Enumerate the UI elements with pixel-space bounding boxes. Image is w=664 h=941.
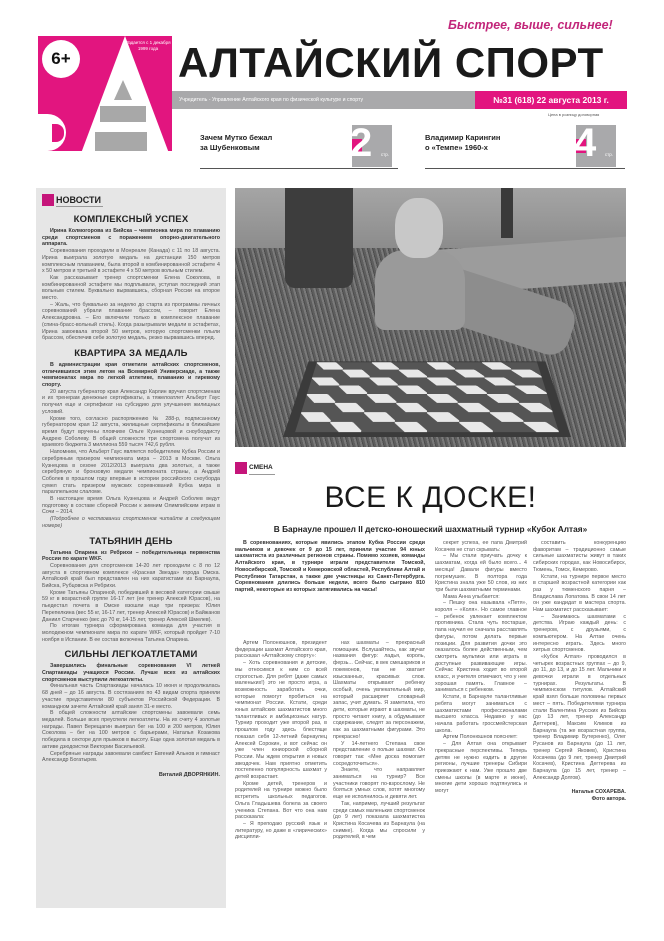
article-paragraph: Кстати, на турнире первое место в старшей возрастной категории как раз у тюменского парня – Владислава Лопатова. В свои 14 лет он уже кандидат в мастера спорта. Нам шахматист рассказывает:	[533, 573, 626, 614]
article-paragraph: – Я преподаю русский язык и литературу, но даже в «лирических» дисципли-	[235, 820, 327, 841]
news-lead: Завершились финальные соревнования VI летней Спартакиады учащихся России. Лучше всех из алтайских спортсменов выступили легкоатлеты.	[42, 663, 220, 683]
article-paragraph: Так, например, лучший результат среди самых маленьких спортсменок (до 9 лет) показала шахматистка Кристина Косачева из Барнаула (на снимке). Когда мы спросили у родителей, в чем	[333, 800, 425, 841]
news-paragraph: 20 августа губернатор края Александр Карлин вручил спортсменам и их тренерам денежные сертификаты, а тяжелоатлет Альберт Гаус получил еще и сертификат на субсидию для улучшения жилищных условий.	[42, 388, 220, 415]
news-paragraph: Кроме того, согласно распоряжению № 288-р, подписанному губернатором края 12 августа, жилищные сертификаты в ближайшее время будут вручены пловчихе Ольге Кузнецовой и сноубордисту Андрею Соболеву. В общей сложности три спортсмена получат из краевого бюджета 3 миллиона 559 тысяч 742,6 рубля.	[42, 415, 220, 449]
teaser-line: Владимир Карингин	[425, 133, 501, 142]
news-item	[42, 348, 220, 530]
news-lead: Ирина Колмогорова из Бийска – чемпионка мира по плаванию среди спортсменов с поражением опорно-двигательного аппарата.	[42, 228, 220, 248]
article-paragraph: Кстати, в Барнауле талантливые ребята могут заниматься с шахматистами профессионалами высшего класса. Недавно у нас начала работать гроссмейстерская школа.	[435, 694, 527, 734]
article-column-3	[435, 540, 527, 910]
logo	[38, 36, 172, 151]
page-suffix: стр.	[604, 152, 613, 157]
logo-a-counter	[114, 80, 132, 100]
page-number: 4	[574, 121, 597, 165]
article-paragraph: Мама Анна улыбается:	[443, 593, 500, 600]
article-column-2	[333, 640, 425, 940]
photo-tree-trunk	[501, 188, 513, 238]
photo-credit: Фото автора.	[591, 796, 626, 803]
article-column-4	[533, 540, 626, 910]
rubric-square-icon	[235, 462, 247, 474]
photo-chessboard	[295, 362, 559, 432]
page-suffix: стр.	[380, 152, 389, 157]
age-rating-badge: 6+	[42, 40, 80, 78]
article-paragraph: составить конкуренцию фаворитам – традиционно самые сильные шахматисты живут в таких сибирских городах, как Новосибирск, Тюмень, Томск, Кемерово.	[533, 540, 626, 573]
news-paragraph: Как рассказывает тренер спортсменки Елена Соколова, в комбинированной эстафете мы подплывали, уступая последний этап вольным стилем. Буквально вырвавшись, сборная России на второе место.	[42, 274, 220, 302]
rubric-news	[42, 192, 220, 208]
article-paragraph: – Для Алтая она открывает прекрасные перспективы. Теперь детям не нужно ездить в другие регионы, лучшие тренеры Сибири приезжают к нам. Уже прошло две смены школы (в марте и июне), многие дети хорошо подтянулись и могут	[435, 741, 527, 795]
teaser-page-4[interactable]	[425, 121, 625, 169]
news-sidebar	[36, 188, 226, 908]
article-lead-column	[235, 540, 425, 594]
feature-photo	[235, 188, 626, 447]
article-paragraph: Кроме детей, тренеров и родителей на турнире можно было встретить школьных педагогов. Ольга Гладышева болела за своего ученика Степана. Вот что она нам рассказала:	[235, 780, 327, 821]
news-item	[42, 214, 220, 342]
news-item	[42, 536, 220, 644]
slogan: Быстрее, выше, сильнее!	[448, 18, 613, 32]
news-note: (Подробнее о чествовании спортсменов читайте в следующем номере)	[42, 516, 220, 529]
teaser-line: Зачем Мутко бежал	[200, 133, 273, 142]
photo-tree-trunk	[285, 188, 353, 288]
page-badge	[574, 121, 616, 167]
news-headline: ТАТЬЯНИН ДЕНЬ	[89, 535, 173, 547]
article-paragraph: – Мы стали приучать дочку к шахматам, когда ей было всего... 4 месяца! Давали фигуры вместо погремушек. В полтора года Кристина знала уже 50 слов, из них три были шахматными терминами.	[435, 553, 527, 593]
article-subtitle: В Барнауле прошел II детско-юношеский шахматный турнир «Кубок Алтая»	[273, 524, 588, 534]
news-paragraph: – Жаль, что буквально за неделю до старта из программы личных соревнований убрали плавание брассом, – говорит Елена Александровна. – Его включили только в комплексное плавание (спина-брасс-вольный стиль). Когда разыгрывали медали в эстафетах, Ирина завоевала второй 50 метров, которую спортсменки плыли брассом, обеспечив себе золотую медаль, резко вырвавшись вперед.	[42, 301, 220, 342]
news-paragraph: В настоящее время Ольга Кузнецова и Андрей Соболев ведут подготовку в составе сборной России к зимним Олимпийским играм в Сочи – 2014.	[42, 496, 220, 516]
article-signature: Наталья СОХАРЕВА.	[571, 789, 626, 796]
article-paragraph: – Пешку она называла «Петя», короля – «Коля». Но самое главное – ребенок увлекает комплектом противника. Стала чуть постарше, папа научил ее сначала расставлять фигуры, потом делать первые позиции. Для развития дочки это оказалось более действенным, чем смотреть мультики или играть в доступные развивающие игры. Сейчас Кристина ходит во второй класс, и учителя отмечают, что у нее хорошая память. Главное – заниматься с ребенком.	[435, 600, 527, 694]
article-paragraph: – Хоть соревнования и детские, мы относимся к ним со всей строгостью. Для ребят (даже самых маленьких!) это не просто игра, а возможность заработать очки, которые помогут пробиться на чемпионат России. Кстати, среди юных алтайских шахматистов много талантливых и амбициозных натур. Турнир проходит уже второй раз, в прошлом году здесь блестяще показал себя 12-летний барнаулец Алексей Сорокин, и вот сейчас он уже член юниорской сборной России. Мы ждем открытия и новых звездочек. Нам приятно отметить постепенно популярность шахмат у детей возрастает.	[235, 660, 327, 781]
rubric-label: НОВОСТИ	[56, 194, 102, 205]
article-paragraph: Знаете, что направляет заниматься на турнир? Все участники говорят по-взрослому. Не бояться умных слов, хотят многому еще не исполнилось и девяти лет.	[333, 767, 425, 801]
news-paragraph: Финальная часть Спартакиады началась 10 июня и продолжалась 68 дней – до 16 августа. В состязаниях по 43 видам спорта приняли участие представители 80 субъектов Российской Федерации. В командном зачете Алтайский край занял 31-е место.	[42, 683, 220, 710]
logo-a-bar-lower	[95, 132, 147, 151]
article-paragraph: Артем Полонюшнов, президент федерации шахмат Алтайского края, рассказал «Алтайскому спорту»:	[235, 640, 327, 660]
founder-bar: Учредитель - Управление Алтайского края по физической культуре и спорту	[172, 91, 475, 109]
article-title: ВСЕ К ДОСКЕ!	[324, 481, 537, 514]
news-paragraph: Соревнования для спортсменов 14-20 лет проходили с 8 по 12 августа в спортивном комплексе «Красная Звезда» города Омска. Алтайский край был представлен на них каратистами из Барнаула, Бийска, Рубцовска и Ребрихи.	[42, 562, 220, 590]
teaser-line: за Шубенковым	[200, 143, 260, 152]
article-paragraph: – Занимаюсь шахматами с детства. Играю каждый день: с тренером, с друзьями, с компьютером. На Алтае очень интересно играть. Здесь много хитрых спортсменов.	[533, 613, 626, 654]
news-lead: Татьяна Опарина из Ребрихи – победительница первенства России по карате WKF.	[42, 549, 220, 563]
article-paragraph: нах шахматы – прекрасный помощник. Вслушайтесь, как звучат названия фигур: ладья, король, ферзь... Сейчас, в век смешариков и покемонов, так не хватает изысканных, красивых слов. Шахматы открывают ребенку особый, очень увлекательный мир, который расширяет словарный запас, учит думать. Я заметила, что дети, которые играют в шахматы, не просто читают книгу, а обдумывают содержание, следят за персонажем, как за шахматными фигурами. Это прекрасно!	[333, 640, 425, 740]
photo-girl-body	[375, 250, 465, 330]
news-paragraph: В общей сложности алтайские спортсмены завоевали семь медалей. Больше всех преуспели легкоатлеты. На их счету 4 золотые награды. Павел Верещагин выиграл бег на 100 и 200 метров, Юлия Соколова – бег на 100 метров с барьерами, Наталья Козакова победила в секторе для прыжков в высоту. Еще одна золотая медаль в активе дзюдоистки Виктории Васильевой.	[42, 710, 220, 750]
photo-girl-head	[395, 198, 443, 258]
article-column-1	[235, 640, 327, 940]
news-paragraph: Серебряные награды завоевали самбист Евгений Альнов и гимнаст Александр Богатырев.	[42, 750, 220, 764]
news-signature: Виталий ДВОРЯНКИН.	[158, 771, 220, 778]
newspaper-title: АЛТАЙСКИЙ СПОРТ	[178, 39, 604, 86]
rubric-label: СМЕНА	[249, 462, 275, 475]
teaser-page-2[interactable]	[200, 121, 398, 169]
news-headline: СИЛЬНЫ ЛЕГКОАТЛЕТАМИ	[64, 649, 198, 661]
issue-number-date: №31 (618) 22 августа 2013 г.	[475, 91, 627, 109]
teaser-text	[425, 133, 500, 153]
news-item	[42, 649, 220, 778]
news-paragraph: По итогам турнира сформирована команда для участия в молодежном чемпионате мира по карате WKF, который пройдет 7-10 ноября в Испании. В ее состав включена Татьяна Опарина.	[42, 623, 220, 643]
news-lead: В администрации края отметили алтайских спортсменов, отличившихся этим летом на Всемирной Универсиаде, а также чемпионатах мира по легкой атлетике, плаванию и гиревому спорту.	[42, 361, 220, 389]
rubric-square-icon	[42, 194, 54, 206]
news-paragraph: Соревнования проходили в Монреале (Канада) с 11 по 18 августа. Ирина выиграла золотую медаль на дистанции 150 метров комплексным плаванием, была второй в комбинированной эстафете 4 х 50 метров и третьей в эстафете 4 х 50 метров вольным стилем.	[42, 248, 220, 275]
price-note: Цена в розницу договорная	[548, 112, 600, 117]
article-paragraph: секрет успеха, ее папа Дмитрий Косачев не стал скрывать:	[435, 540, 527, 553]
rubric-smena	[235, 460, 275, 476]
news-paragraph: Напомним, что Альберт Гаус является победителем Кубка России и серебряным призером чемпионата мира – 2013 в Москве. Ольга Кузнецова в сезоне 2012/2013 выиграла два золотых, а также серебряную и бронзовую медали чемпионата страны, а Андрей Соболев в прошлом году впервые в истории российского сноуборда сумел стать призером мужских соревнований Кубка мира в параллельном слаломе.	[42, 449, 220, 496]
article-paragraph: «Кубок Алтая» проводился в четырех возрастных группах – до 9, до 11, до 13, и до 15 лет. Мальчики и девочки играли в отдельных турнирах. Результаты. В чемпионском титулов. Алтайский край взял больше половины первых мест – пять. Победителями турнира стали Валентина Русских из Бийска (до 13 лет, тренер Александр Дегтерев), Максим Климов из Барнаула (та же возрастная группа, тренер Владимир Бутеренко), Олег Русанов из Барнаула (до 11 лет, тренер Сергей Яковев), Кристина Косачева (до 9 лет, тренер Дмитрий Косачев), Кристина Дегтерева из Барнаула (до 15 лет, тренер – Александр Долгов).	[533, 653, 626, 781]
teaser-line: о «Темпе» 1960-х	[425, 143, 488, 152]
logo-a-bar	[100, 106, 146, 122]
teaser-text	[200, 133, 272, 153]
news-headline: КОМПЛЕКСНЫЙ УСПЕХ	[73, 214, 189, 225]
news-paragraph: Кроме Татьяны Опариной, победившей в весовой категории свыше 59 кг в возрастной группе 16-17 лет (ее тренер Алексей Юрасов), на пьедестал почета в Омске взошли еще три призера: Юлия Перепелкина (вес 55 кг, 16-17 лет, тренер Алексей Юрасов) и Байжанов Даниил Старченко (вес до 70 кг, 14-15 лет, тренер Алексей Шмелев).	[42, 589, 220, 623]
article-lead: В соревнованиях, которые явились этапом Кубка России среди мальчиков и девочек от 9 до 15 лет, приняли участие 94 юных шахматиста из различных регионов страны. Помимо хозяев, команды Алтайского края, в турнире играли представители Томской, Новосибирской, Томской и Кемеровской областей, Республики Алтай и Республики Татарстан, а также две участницы из Санкт-Петербурга. Соревнования длились больше недели, всего было сыграно 810 партий, некоторые из которых затягивались на часы!	[235, 540, 425, 593]
news-headline: КВАРТИРА ЗА МЕДАЛЬ	[74, 347, 188, 359]
article-paragraph: У 14-летнего Степана свое представление о пользе шахмат. Он говорит так: «Мне доска помогает сосредоточиться».	[333, 740, 425, 767]
article-paragraph: Артем Полонюшнов поясняет:	[443, 734, 518, 741]
since-date: Издается с 1 декабря 1999 года	[125, 40, 171, 51]
page-badge	[350, 121, 392, 167]
page-number: 2	[350, 121, 373, 165]
